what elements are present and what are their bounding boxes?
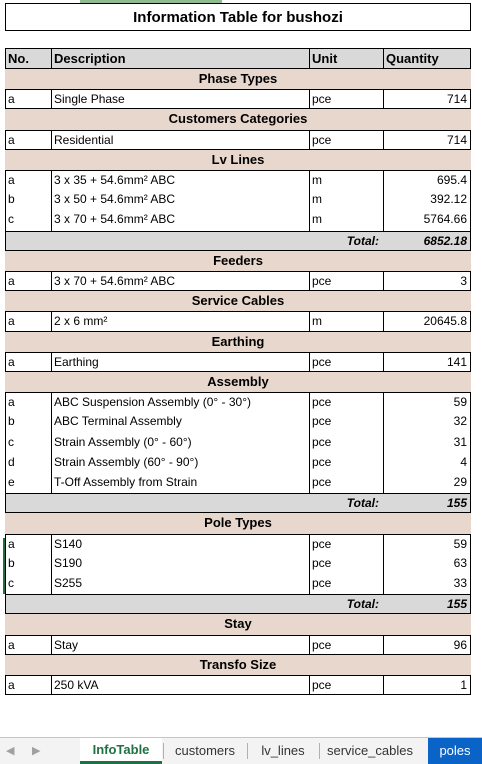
table-row <box>0 473 482 493</box>
cell-no[interactable]: b <box>5 554 52 574</box>
table-row <box>0 170 482 190</box>
table-row <box>0 352 482 372</box>
table-row <box>0 392 482 412</box>
col-header-quantity[interactable]: Quantity <box>383 48 471 69</box>
cell-description[interactable]: 2 x 6 mm² <box>51 311 310 331</box>
sheet-tab-service-cables[interactable]: service_cables <box>327 743 413 758</box>
tab-separator <box>247 743 248 759</box>
sheet-tab-bar <box>0 737 482 764</box>
cell-no[interactable]: a <box>5 89 52 109</box>
cell-quantity[interactable]: 31 <box>383 433 471 453</box>
cell-quantity[interactable]: 59 <box>383 534 471 554</box>
cell-unit[interactable]: pce <box>309 130 384 150</box>
table-row <box>0 675 482 695</box>
cell-description[interactable]: T-Off Assembly from Strain <box>51 473 310 493</box>
table-row <box>0 412 482 432</box>
total-row <box>0 493 482 513</box>
total-row <box>0 594 482 614</box>
section-title[interactable]: Customers Categories <box>5 109 471 129</box>
sheet-tab-poles[interactable]: poles <box>428 738 482 764</box>
total-label[interactable]: Total: <box>51 231 384 251</box>
section-row <box>0 251 482 271</box>
table-row <box>0 554 482 574</box>
cell-unit[interactable]: pce <box>309 89 384 109</box>
total-value[interactable]: 155 <box>383 594 471 614</box>
section-title[interactable]: Feeders <box>5 251 471 271</box>
cell-no[interactable]: a <box>5 534 52 554</box>
cell-quantity[interactable]: 4 <box>383 453 471 473</box>
cell-no[interactable]: b <box>5 412 52 432</box>
cell-unit[interactable]: pce <box>309 574 384 594</box>
cell-description[interactable]: ABC Suspension Assembly (0° - 30°) <box>51 392 310 412</box>
table-row <box>0 271 482 291</box>
cell-unit[interactable]: pce <box>309 635 384 655</box>
table-row <box>0 453 482 473</box>
cell-description[interactable]: Single Phase <box>51 89 310 109</box>
cell-description[interactable]: ABC Terminal Assembly <box>51 412 310 432</box>
column-header-row <box>0 48 482 69</box>
table-row <box>0 433 482 453</box>
cell-quantity[interactable]: 59 <box>383 392 471 412</box>
section-title[interactable]: Stay <box>5 614 471 634</box>
cell-description[interactable]: 3 x 70 + 54.6mm² ABC <box>51 210 310 230</box>
cell-no[interactable]: a <box>5 311 52 331</box>
cell-unit[interactable]: pce <box>309 412 384 432</box>
cell-quantity[interactable]: 141 <box>383 352 471 372</box>
cell-unit[interactable]: pce <box>309 453 384 473</box>
cell-no[interactable]: a <box>5 675 52 695</box>
cell-no[interactable]: a <box>5 130 52 150</box>
table-row <box>0 190 482 210</box>
cell-no[interactable]: e <box>5 473 52 493</box>
cell-unit[interactable]: pce <box>309 473 384 493</box>
cell-unit[interactable]: pce <box>309 352 384 372</box>
cell-unit[interactable]: pce <box>309 675 384 695</box>
cell-description[interactable]: 3 x 70 + 54.6mm² ABC <box>51 271 310 291</box>
section-row <box>0 69 482 89</box>
cell-quantity[interactable]: 392.12 <box>383 190 471 210</box>
table-row <box>0 130 482 150</box>
sheet-tab-lv-lines[interactable]: lv_lines <box>261 743 305 758</box>
section-row <box>0 614 482 634</box>
cell-no[interactable]: a <box>5 392 52 412</box>
cell-quantity[interactable]: 63 <box>383 554 471 574</box>
cell-description[interactable]: 3 x 35 + 54.6mm² ABC <box>51 170 310 190</box>
total-no-cell[interactable] <box>5 594 52 614</box>
cell-unit[interactable]: m <box>309 311 384 331</box>
section-row <box>0 332 482 352</box>
cell-description[interactable]: S140 <box>51 534 310 554</box>
cell-no[interactable]: a <box>5 635 52 655</box>
cell-unit[interactable]: m <box>309 170 384 190</box>
total-label[interactable]: Total: <box>51 493 384 513</box>
cell-quantity[interactable]: 5764.66 <box>383 210 471 230</box>
cell-no[interactable]: c <box>5 574 52 594</box>
section-row <box>0 513 482 533</box>
section-row <box>0 655 482 675</box>
section-title[interactable]: Pole Types <box>5 513 471 533</box>
cell-no[interactable]: d <box>5 453 52 473</box>
table-row <box>0 635 482 655</box>
cell-no[interactable]: a <box>5 271 52 291</box>
title-row <box>0 3 482 31</box>
sheet-tab-infotable[interactable]: InfoTable <box>80 738 162 764</box>
sheet-tab-customers[interactable]: customers <box>175 743 235 758</box>
total-label[interactable]: Total: <box>51 594 384 614</box>
cell-description[interactable]: S190 <box>51 554 310 574</box>
cell-no[interactable]: c <box>5 210 52 230</box>
active-cell-edge <box>3 538 5 594</box>
cell-no[interactable]: c <box>5 433 52 453</box>
table-row <box>0 210 482 230</box>
total-no-cell[interactable] <box>5 493 52 513</box>
cell-description[interactable]: S255 <box>51 574 310 594</box>
cell-description[interactable]: Stay <box>51 635 310 655</box>
cell-no[interactable]: b <box>5 190 52 210</box>
cell-quantity[interactable]: 714 <box>383 89 471 109</box>
cell-quantity[interactable]: 29 <box>383 473 471 493</box>
col-header-description[interactable]: Description <box>51 48 310 69</box>
table-row <box>0 574 482 594</box>
cell-no[interactable]: a <box>5 352 52 372</box>
cell-quantity[interactable]: 33 <box>383 574 471 594</box>
tab-scroll-left-icon[interactable]: ◀ <box>6 745 15 757</box>
cell-description[interactable]: Earthing <box>51 352 310 372</box>
section-title[interactable]: Service Cables <box>5 291 471 311</box>
cell-unit[interactable]: pce <box>309 271 384 291</box>
tab-scroll-right-icon[interactable]: ▶ <box>32 745 41 757</box>
cell-unit[interactable]: m <box>309 210 384 230</box>
section-row <box>0 372 482 392</box>
sheet-title[interactable]: Information Table for bushozi <box>5 3 471 31</box>
table-row <box>0 89 482 109</box>
total-no-cell[interactable] <box>5 231 52 251</box>
cell-quantity[interactable]: 96 <box>383 635 471 655</box>
table-row <box>0 311 482 331</box>
cell-unit[interactable]: pce <box>309 433 384 453</box>
cell-description[interactable]: 3 x 50 + 54.6mm² ABC <box>51 190 310 210</box>
cell-unit[interactable]: pce <box>309 392 384 412</box>
total-value[interactable]: 155 <box>383 493 471 513</box>
cell-description[interactable]: Strain Assembly (0° - 60°) <box>51 433 310 453</box>
section-row <box>0 150 482 170</box>
cell-description[interactable]: Strain Assembly (60° - 90°) <box>51 453 310 473</box>
cell-quantity[interactable]: 714 <box>383 130 471 150</box>
col-header-unit[interactable]: Unit <box>309 48 384 69</box>
cell-quantity[interactable]: 695.4 <box>383 170 471 190</box>
cell-no[interactable]: a <box>5 170 52 190</box>
section-title[interactable]: Phase Types <box>5 69 471 89</box>
section-title[interactable]: Transfo Size <box>5 655 471 675</box>
total-value[interactable]: 6852.18 <box>383 231 471 251</box>
cell-description[interactable]: 250 kVA <box>51 675 310 695</box>
section-title[interactable]: Assembly <box>5 372 471 392</box>
cell-quantity[interactable]: 20645.8 <box>383 311 471 331</box>
tab-separator <box>319 743 320 759</box>
section-title[interactable]: Lv Lines <box>5 150 471 170</box>
cell-quantity[interactable]: 32 <box>383 412 471 432</box>
cell-quantity[interactable]: 3 <box>383 271 471 291</box>
tab-separator <box>163 743 164 759</box>
table-row <box>0 534 482 554</box>
cell-unit[interactable]: pce <box>309 534 384 554</box>
col-header-no[interactable]: No. <box>5 48 52 69</box>
section-row <box>0 291 482 311</box>
cell-unit[interactable]: m <box>309 190 384 210</box>
section-title[interactable]: Earthing <box>5 332 471 352</box>
cell-quantity[interactable]: 1 <box>383 675 471 695</box>
total-row <box>0 231 482 251</box>
cell-unit[interactable]: pce <box>309 554 384 574</box>
section-row <box>0 109 482 129</box>
cell-description[interactable]: Residential <box>51 130 310 150</box>
